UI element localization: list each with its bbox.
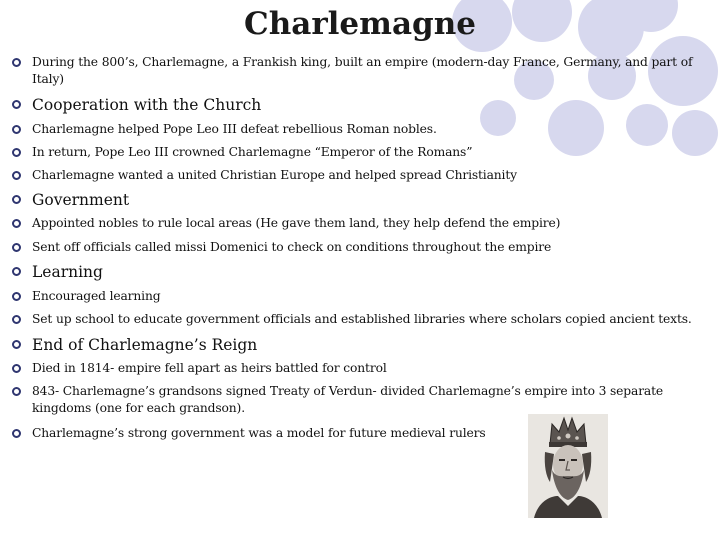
list-item (12, 383, 706, 417)
list-item (12, 121, 706, 138)
list-item (12, 239, 706, 256)
crown-jewel (575, 436, 579, 440)
list-item (12, 311, 706, 328)
bullet-circle-icon (12, 364, 21, 373)
section-heading (12, 335, 706, 355)
section-heading (12, 190, 706, 210)
bullet-circle-icon (12, 340, 21, 349)
list-item (12, 288, 706, 305)
bullet-circle-icon (12, 315, 21, 324)
crown-jewel (566, 434, 571, 439)
bullet-circle-icon (12, 148, 21, 157)
bullet-circle-icon (12, 195, 21, 204)
list-item-text: Charlemagne helped Pope Leo III defeat rebellious Roman nobles. (32, 122, 437, 136)
list-item-text: Charlemagne’s strong government was a model for future medieval rulers (32, 426, 486, 440)
list-item (12, 167, 706, 184)
crown-jewel (557, 436, 561, 440)
bullet-circle-icon (12, 58, 21, 67)
list-item (12, 215, 706, 232)
bullet-circle-icon (12, 429, 21, 438)
bullet-circle-icon (12, 100, 21, 109)
list-item (12, 144, 706, 161)
bullet-circle-icon (12, 387, 21, 396)
list-item-text: 843- Charlemagne’s grandsons signed Treaty of Verdun- divided Charlemagne’s empire into 3 separate kingdoms (one for each grandson). (32, 384, 664, 415)
list-item-text: Encouraged learning (32, 289, 161, 303)
list-item (12, 360, 706, 377)
bullet-circle-icon (12, 243, 21, 252)
bullet-circle-icon (12, 171, 21, 180)
charlemagne-portrait-image (528, 414, 608, 518)
list-item-text: Sent off officials called missi Domenici to check on conditions throughout the empire (32, 240, 552, 254)
section-heading (12, 262, 706, 282)
list-item (12, 54, 706, 88)
list-item-text: Died in 1814- empire fell apart as heirs battled for control (32, 361, 387, 375)
bullet-circle-icon (12, 267, 21, 276)
slide-title: Charlemagne (244, 6, 476, 42)
section-heading-text: Learning (32, 263, 103, 281)
bullet-circle-icon (12, 219, 21, 228)
section-heading-text: Government (32, 191, 130, 209)
bullet-circle-icon (12, 125, 21, 134)
bullet-circle-icon (12, 292, 21, 301)
section-heading-text: Cooperation with the Church (32, 96, 262, 114)
section-heading (12, 95, 706, 115)
list-item-text: During the 800’s, Charlemagne, a Frankish king, built an empire (modern-day France, Germany, and part of Italy) (32, 55, 693, 86)
list-item-text: Set up school to educate government officials and established libraries where scholars copied ancient texts. (32, 312, 692, 326)
list-item-text: Charlemagne wanted a united Christian Europe and helped spread Christianity (32, 168, 517, 182)
list-item-text: Appointed nobles to rule local areas (He gave them land, they help defend the empire) (32, 216, 561, 230)
list-item-text: In return, Pope Leo III crowned Charlemagne “Emperor of the Romans” (32, 145, 473, 159)
section-heading-text: End of Charlemagne’s Reign (32, 336, 258, 354)
